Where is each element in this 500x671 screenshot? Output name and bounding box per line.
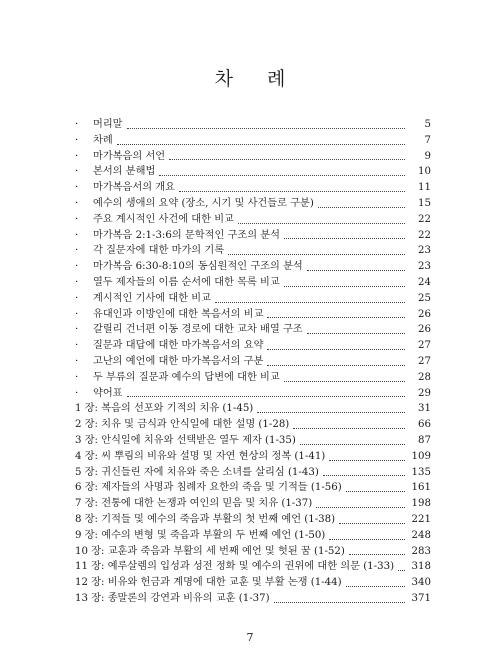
toc-entry-label xyxy=(75,544,345,560)
toc-entry-label xyxy=(75,386,123,402)
toc-entry-page: 28 xyxy=(418,371,431,383)
toc-entry-label xyxy=(75,496,312,512)
bullet-marker: · xyxy=(75,355,79,367)
toc-entry-text: 6 장: 제자들의 사명과 침례자 요한의 죽음 및 기적들 (1-56) xyxy=(75,482,342,494)
toc-entry xyxy=(75,243,431,259)
dot-leader xyxy=(267,365,405,366)
toc-entry-text: 마가복음서의 개요 xyxy=(93,182,175,194)
dot-leader xyxy=(267,349,405,350)
toc-entry-page: 22 xyxy=(418,213,431,225)
toc-entry xyxy=(75,401,431,417)
toc-entry-label xyxy=(75,433,296,449)
toc-entry-text: 10 장: 교훈과 죽음과 부활의 세 번째 예언 및 헛된 꿈 (1-52) xyxy=(75,545,345,557)
bullet-marker: · xyxy=(75,166,79,178)
toc-entry xyxy=(75,512,431,528)
dot-leader xyxy=(346,586,405,587)
page-number: 7 xyxy=(246,631,254,644)
toc-entry-text: 1 장: 복음의 선포와 기적의 치유 (1-45) xyxy=(75,403,254,415)
toc-entry-page: 318 xyxy=(411,561,431,573)
toc-entry-text: 8 장: 기적들 및 예수의 죽음과 부활의 첫 번째 예언 (1-38) xyxy=(75,513,336,525)
dot-leader xyxy=(349,554,405,555)
toc-entry xyxy=(75,196,431,212)
bullet-marker: · xyxy=(75,119,79,130)
toc-entry xyxy=(75,307,431,323)
toc-entry-page: 221 xyxy=(411,513,431,525)
toc-entry-page: 198 xyxy=(411,498,431,510)
toc-entry-page: 27 xyxy=(418,355,431,367)
bullet-marker: · xyxy=(75,261,79,273)
toc-entry-text: 7 장: 전통에 대한 논쟁과 여인의 믿음 및 치유 (1-37) xyxy=(75,498,313,510)
toc-entry-label xyxy=(75,291,211,307)
toc-entry xyxy=(75,449,431,465)
toc-entry-text: 차례 xyxy=(93,134,113,146)
toc-entry-text: 질문과 대답에 대한 마가복음서의 요약 xyxy=(93,340,264,352)
toc-entry-label xyxy=(75,370,280,386)
toc-entry-page: 109 xyxy=(411,450,431,462)
toc-entry-page: 161 xyxy=(411,482,431,494)
toc-entry xyxy=(75,496,431,512)
dot-leader xyxy=(179,191,405,192)
toc-entry xyxy=(75,212,431,228)
toc-entry-label xyxy=(75,117,123,133)
dot-leader xyxy=(329,460,405,461)
toc-entry-label xyxy=(75,307,263,323)
toc-entry-text: 각 질문자에 대한 마가의 기록 xyxy=(93,245,225,257)
toc-entry-page: 10 xyxy=(418,166,431,178)
dot-leader xyxy=(284,286,405,287)
toc-entry-text: 갈릴리 건너편 이동 경로에 대한 교차 배열 구조 xyxy=(93,324,303,336)
dot-leader xyxy=(228,254,405,255)
toc-entry-page: 22 xyxy=(418,229,431,241)
toc-entry-label xyxy=(75,212,234,228)
toc-entry xyxy=(75,117,431,133)
toc-entry xyxy=(75,354,431,370)
bullet-marker: · xyxy=(75,276,79,288)
dot-leader xyxy=(307,333,405,334)
toc-entry-page: 371 xyxy=(411,592,431,604)
toc-entry-page: 23 xyxy=(418,245,431,257)
toc-entry-page: 25 xyxy=(418,292,431,304)
toc-entry-page: 7 xyxy=(424,134,431,146)
toc-entry xyxy=(75,180,431,196)
toc-entry-label xyxy=(75,480,342,496)
toc-entry-page: 26 xyxy=(418,308,431,320)
toc-entry-label xyxy=(75,465,319,481)
dot-leader xyxy=(284,238,405,239)
toc-entry-label xyxy=(75,322,303,338)
page-title: 차 례 xyxy=(214,68,300,90)
bullet-marker: · xyxy=(75,213,79,225)
toc-entry-label xyxy=(75,559,394,575)
toc-entry-page: 15 xyxy=(418,197,431,209)
bullet-marker: · xyxy=(75,308,79,320)
bullet-marker: · xyxy=(75,245,79,257)
toc-entry-page: 23 xyxy=(418,261,431,273)
dot-leader xyxy=(215,302,405,303)
toc-entry-text: 11 장: 예루살렘의 입성과 성전 정화 및 예수의 권위에 대한 의문 (1-33) xyxy=(75,561,395,573)
toc-entry-text: 고난의 예언에 대한 마가복음서의 구분 xyxy=(93,355,264,367)
dot-leader xyxy=(257,412,405,413)
dot-leader xyxy=(127,128,405,129)
toc-entry xyxy=(75,291,431,307)
dot-leader xyxy=(169,159,405,160)
toc-entry xyxy=(75,544,431,560)
toc-entry-page: 24 xyxy=(418,276,431,288)
bullet-marker: · xyxy=(75,150,79,162)
toc-entry-text: 13 장: 종말론의 강연과 비유의 교훈 (1-37) xyxy=(75,592,270,604)
toc-entry-text: 3 장: 안식일에 치유와 선택받은 열두 제자 (1-35) xyxy=(75,434,296,446)
toc-entry-text: 12 장: 비유와 헌금과 계명에 대한 교훈 및 부활 논쟁 (1-44) xyxy=(75,577,342,589)
toc-entry-page: 66 xyxy=(418,419,431,431)
toc-entry-text: 머리말 xyxy=(93,119,123,130)
dot-leader xyxy=(159,175,405,176)
table-of-contents xyxy=(75,117,431,607)
toc-entry-label xyxy=(75,512,335,528)
toc-entry-page: 340 xyxy=(411,577,431,589)
dot-leader xyxy=(284,381,405,382)
toc-entry-label xyxy=(75,149,165,165)
toc-entry-page: 27 xyxy=(418,340,431,352)
toc-entry-label xyxy=(75,243,224,259)
toc-entry-page: 248 xyxy=(411,529,431,541)
toc-entry-page: 87 xyxy=(418,434,431,446)
toc-entry xyxy=(75,417,431,433)
toc-entry-label xyxy=(75,575,342,591)
toc-entry xyxy=(75,275,431,291)
toc-entry xyxy=(75,322,431,338)
bullet-marker: · xyxy=(75,340,79,352)
dot-leader xyxy=(318,207,405,208)
toc-entry xyxy=(75,228,431,244)
dot-leader xyxy=(293,428,405,429)
toc-entry-text: 9 장: 예수의 변형 및 죽음과 부활의 두 번째 예언 (1-50) xyxy=(75,529,326,541)
dot-leader xyxy=(127,396,405,397)
toc-entry-label xyxy=(75,354,263,370)
dot-leader xyxy=(398,570,405,571)
toc-entry-label xyxy=(75,180,175,196)
dot-leader xyxy=(323,475,405,476)
toc-entry xyxy=(75,559,431,575)
toc-entry xyxy=(75,164,431,180)
bullet-marker: · xyxy=(75,229,79,241)
toc-entry-label xyxy=(75,259,303,275)
toc-entry-label xyxy=(75,449,325,465)
toc-entry-page: 26 xyxy=(418,324,431,336)
toc-entry xyxy=(75,591,431,607)
bullet-marker: · xyxy=(75,134,79,146)
toc-entry-page: 283 xyxy=(411,545,431,557)
toc-entry xyxy=(75,149,431,165)
toc-entry-text: 마가복음 6:30-8:10의 동심원적인 구조의 분석 xyxy=(93,261,303,273)
dot-leader xyxy=(300,444,405,445)
toc-entry-text: 예수의 생애의 요약 (장소, 시기 및 사건들로 구분) xyxy=(93,197,314,209)
dot-leader xyxy=(346,491,405,492)
bullet-marker: · xyxy=(75,371,79,383)
toc-entry-text: 두 부류의 질문과 예수의 답변에 대한 비교 xyxy=(93,371,280,383)
dot-leader xyxy=(267,317,405,318)
toc-entry xyxy=(75,465,431,481)
dot-leader xyxy=(307,270,405,271)
toc-entry-text: 본서의 분해법 xyxy=(93,166,156,178)
toc-entry xyxy=(75,338,431,354)
toc-entry-page: 5 xyxy=(424,119,431,130)
bullet-marker: · xyxy=(75,324,79,336)
toc-entry xyxy=(75,386,431,402)
dot-leader xyxy=(117,144,405,145)
toc-entry-page: 9 xyxy=(424,150,431,162)
dot-leader xyxy=(339,523,405,524)
toc-entry xyxy=(75,528,431,544)
toc-entry-text: 유대인과 이방인에 대한 복음서의 비교 xyxy=(93,308,264,320)
toc-entry xyxy=(75,370,431,386)
toc-entry-page: 11 xyxy=(418,182,431,194)
toc-entry-label xyxy=(75,275,280,291)
toc-entry-text: 5 장: 귀신들린 자에 치유와 죽은 소녀를 살리심 (1-43) xyxy=(75,466,319,478)
toc-entry-label xyxy=(75,401,253,417)
bullet-marker: · xyxy=(75,182,79,194)
toc-entry-text: 4 장: 씨 뿌림의 비유와 설명 및 자연 현상의 정복 (1-41) xyxy=(75,450,326,462)
toc-entry-label xyxy=(75,196,314,212)
toc-entry xyxy=(75,575,431,591)
toc-entry-text: 주요 계시적인 사건에 대한 비교 xyxy=(93,213,234,225)
toc-entry-label xyxy=(75,417,289,433)
toc-entry xyxy=(75,133,431,149)
toc-entry-text: 약어표 xyxy=(93,387,123,399)
toc-entry-label xyxy=(75,133,113,149)
toc-entry-label xyxy=(75,164,155,180)
toc-entry-text: 계시적인 기사에 대한 비교 xyxy=(93,292,211,304)
toc-entry xyxy=(75,480,431,496)
toc-entry-label xyxy=(75,591,270,607)
toc-entry-text: 마가복음 2:1-3:6의 문학적인 구조의 분석 xyxy=(93,229,280,241)
toc-entry-text: 열두 제자들의 이름 순서에 대한 목록 비교 xyxy=(93,276,280,288)
toc-entry xyxy=(75,259,431,275)
toc-entry-page: 29 xyxy=(418,387,431,399)
toc-entry-text: 마가복음의 서언 xyxy=(93,150,166,162)
dot-leader xyxy=(329,539,405,540)
toc-entry-label xyxy=(75,338,263,354)
dot-leader xyxy=(316,507,405,508)
bullet-marker: · xyxy=(75,292,79,304)
dot-leader xyxy=(274,602,405,603)
bullet-marker: · xyxy=(75,387,79,399)
toc-entry-page: 135 xyxy=(411,466,431,478)
toc-entry xyxy=(75,433,431,449)
toc-entry-label xyxy=(75,228,280,244)
bullet-marker: · xyxy=(75,197,79,209)
dot-leader xyxy=(238,223,405,224)
toc-entry-text: 2 장: 치유 및 금식과 안식일에 대한 설명 (1-28) xyxy=(75,419,290,431)
toc-entry-page: 31 xyxy=(418,403,431,415)
toc-entry-label xyxy=(75,528,325,544)
